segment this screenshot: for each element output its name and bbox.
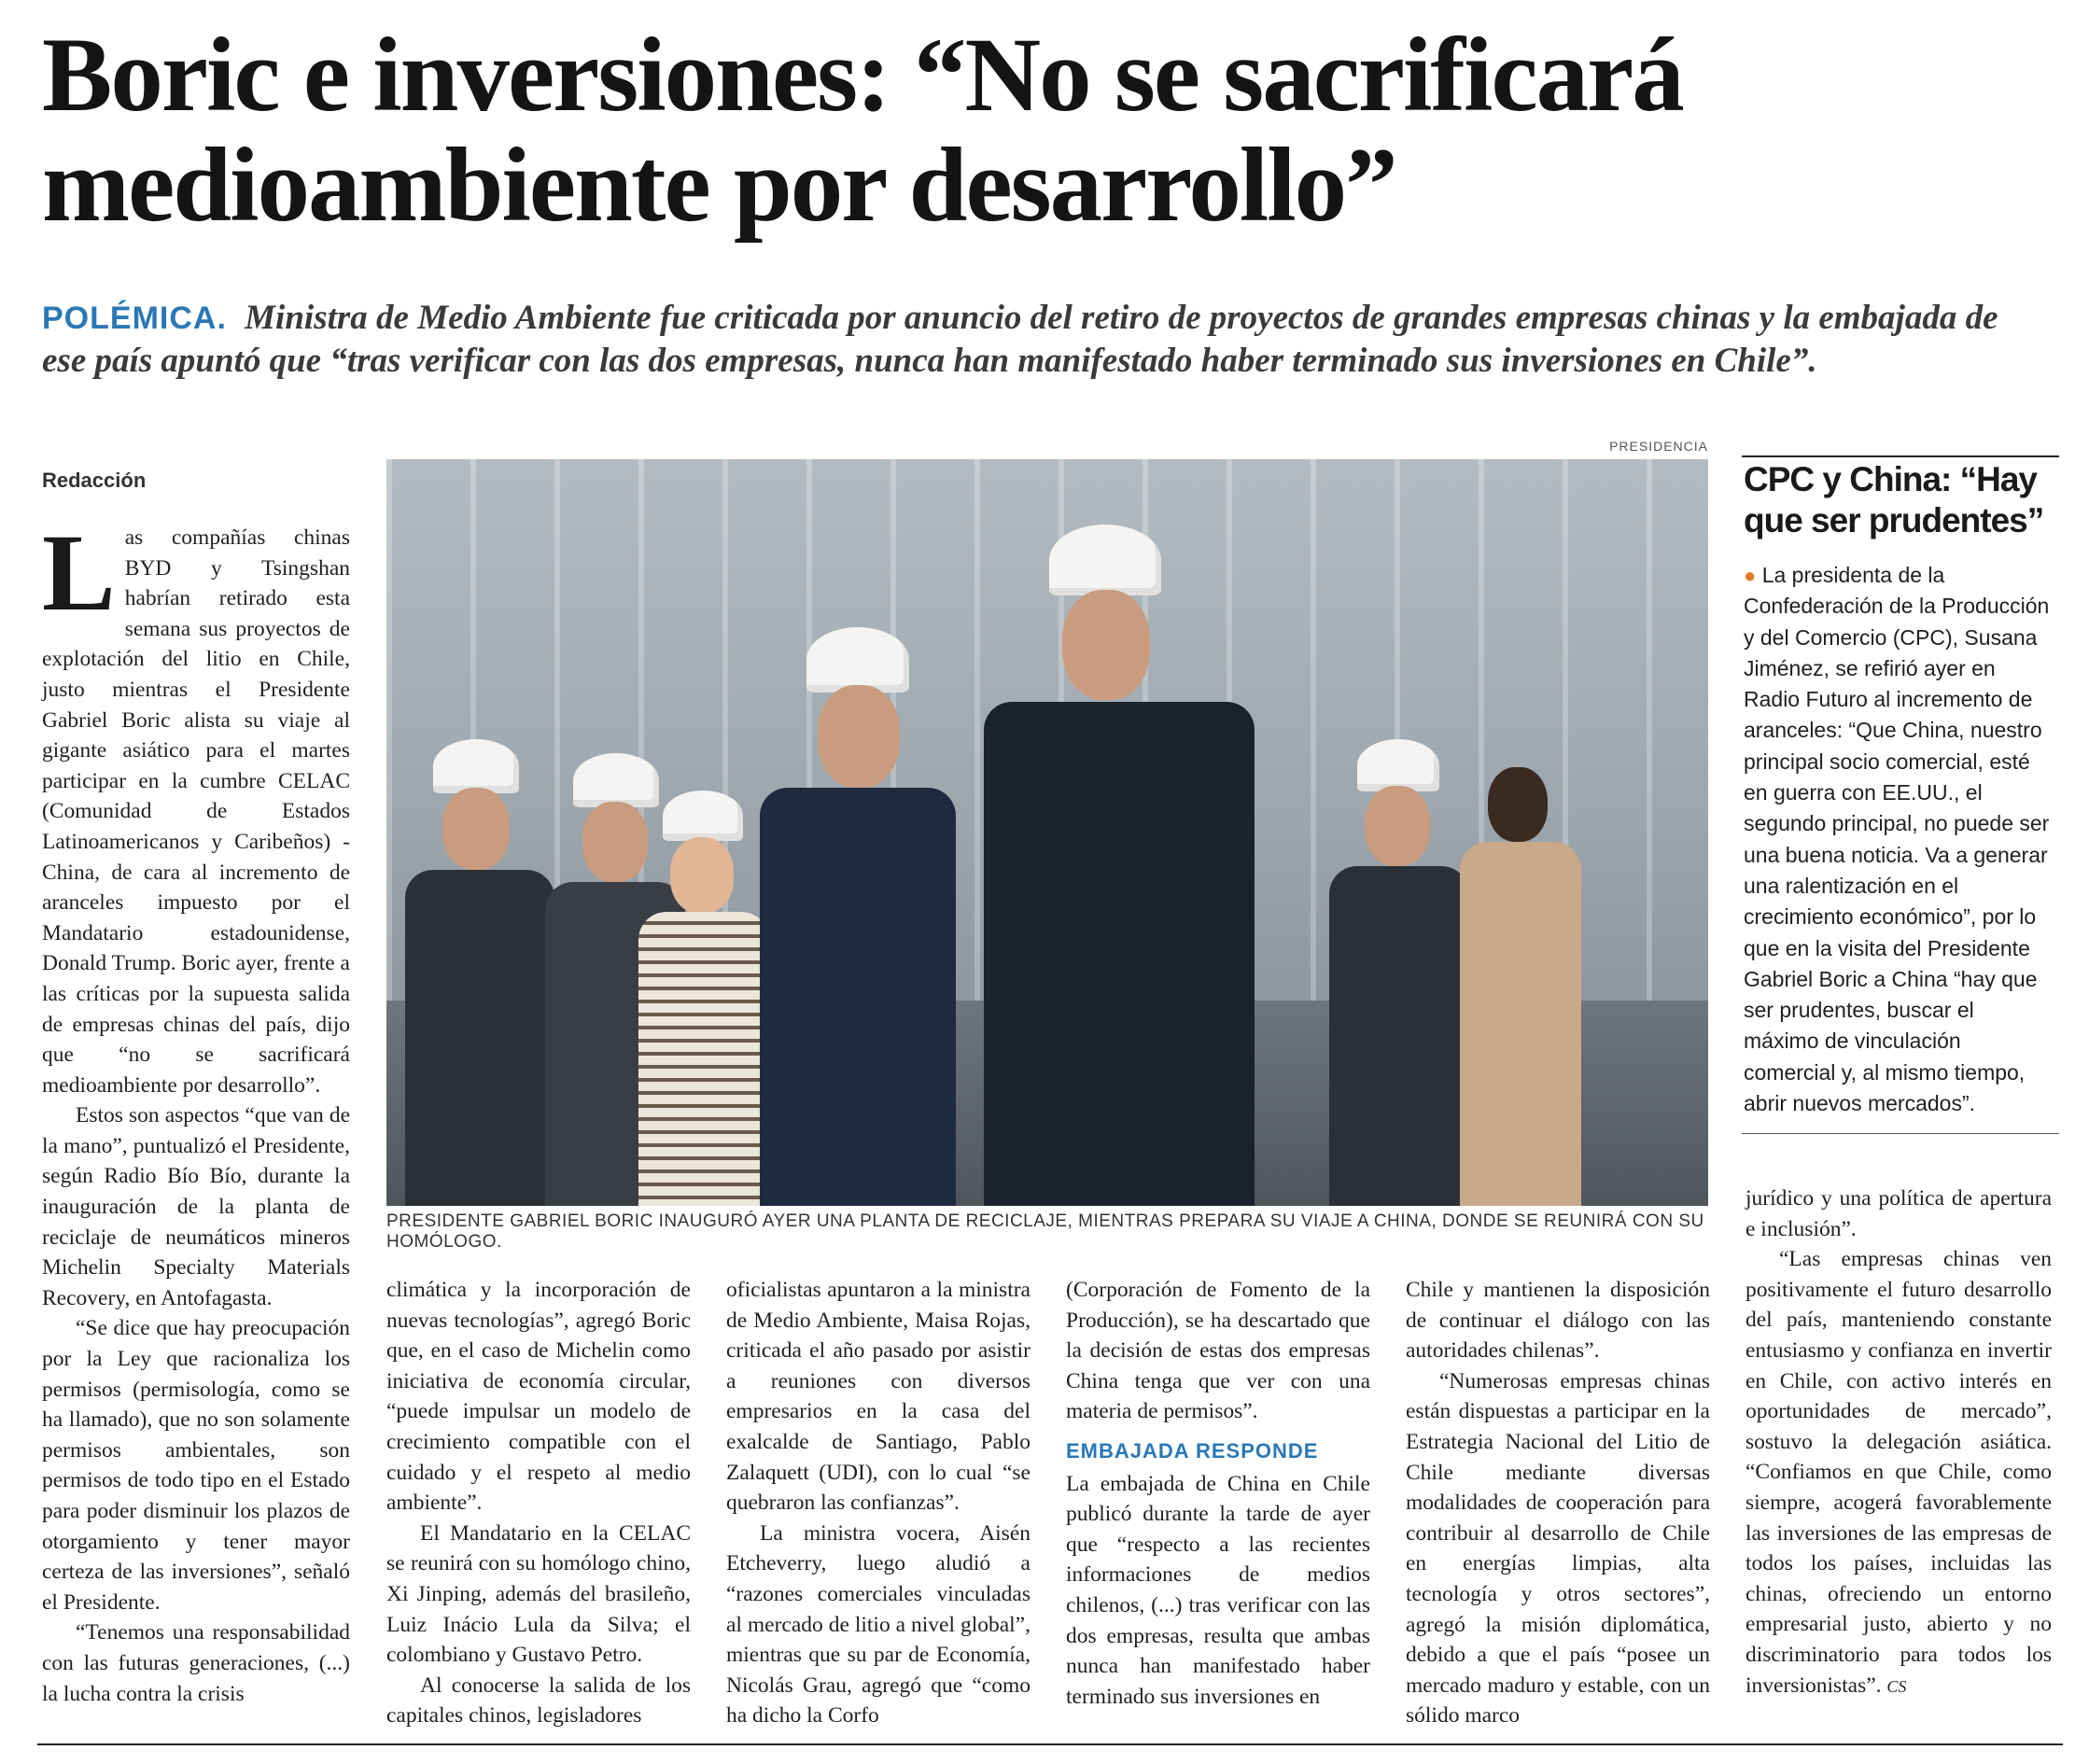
dek	[42, 297, 2049, 383]
bullet-icon: ●	[1744, 564, 1757, 587]
paragraph: Al conocerse la salida de los capitales chinos, legisladores	[386, 1673, 691, 1729]
sidebar-title: CPC y China: “Hay que ser prudentes”	[1744, 460, 2044, 539]
lead-paragraph	[42, 511, 350, 1100]
headline-line-1: Boric e inversiones: “No se sacrificará	[42, 17, 1683, 133]
paragraph: Estos son aspectos “que van de la mano”, puntualizó el Presidente, según Radio Bío Bío, durante la inauguración de la planta de reciclaje de neumáticos mineros Michelin Specialty Materials Recovery, en Antofagasta.	[42, 1103, 350, 1310]
paragraph: “Tenemos una responsabilidad con las futuras generaciones, (...) la lucha contra la crisis	[42, 1620, 350, 1706]
article-column-5	[1406, 1275, 1710, 1731]
paragraph: “Se dice que hay preocupación por la Ley que racionaliza los permisos (permisología, como se ha llamado), que no son solamente permisos ambientales, son permisos de todo tipo en el Estado para poder disminuir los plazos de otorgamiento y tener mayor certeza de las inversiones”, señaló el Presidente.	[42, 1316, 350, 1615]
byline: Redacción	[42, 469, 147, 492]
paragraph: El Mandatario en la CELAC se reunirá con su homólogo chino, Xi Jinping, además del brasileño, Luiz Inácio Lula da Silva; el colombiano y Gustavo Petro.	[386, 1520, 691, 1668]
article-column-6	[1746, 1183, 2052, 1701]
paragraph-text: as compañías chinas BYD y Tsingshan habrían retirado esta semana sus proyectos de explotación del litio en Chile, justo mientras el Presidente Gabriel Boric alista su viaje al gigante asiático para el martes participar en la cumbre CELAC (Comunidad de Estados Latinoamericanos y Caribeños) - China, de cara al incremento de aranceles impuesto por el Mandatario estadounidense, Donald Trump. Boric ayer, frente a las críticas por la supuesta salida de empresas chinas del país, dijo que “no se sacrificará medioambiente por desarrollo”.	[42, 525, 350, 1098]
paragraph: jurídico y una política de apertura e inclusión”.	[1746, 1186, 2052, 1241]
paragraph: (Corporación de Fomento de la Producción), se ha descartado que la decisión de estas dos empresas China tenga que ver con una materia de permisos”.	[1066, 1278, 1370, 1424]
headline	[42, 17, 2068, 244]
section-subhead: EMBAJADA RESPONDE	[1066, 1438, 1319, 1463]
article-column-3	[726, 1275, 1030, 1731]
article-column-2	[386, 1275, 691, 1731]
end-mark: CS	[1886, 1676, 1907, 1696]
article-column-1	[42, 511, 350, 1709]
paragraph: La embajada de China en Chile publicó durante la tarde de ayer que “respecto a las recientes informaciones de medios chilenos, (...) tras verificar con las dos empresas, resulta que ambas nunca han manifestado haber terminado sus inversiones en	[1066, 1471, 1370, 1709]
paragraph: La ministra vocera, Aisén Etcheverry, luego aludió a “razones comerciales vinculadas al mercado de litio a nivel global”, mientras que su par de Economía, Nicolás Grau, agregó que “como ha dicho la Corfo	[726, 1520, 1030, 1729]
paragraph: Chile y mantienen la disposición de continuar el diálogo con las autoridades chilenas”.	[1406, 1278, 1710, 1364]
sidebar-body	[1744, 560, 2052, 1119]
paragraph: climática y la incorporación de nuevas tecnologías”, agregó Boric que, en el caso de Michelin como iniciativa de economía circular, “puede impulsar un modelo de crecimiento compatible con el cuidado y el respeto al medio ambiente”.	[386, 1278, 691, 1516]
drop-cap: L	[42, 511, 116, 634]
article-photo	[386, 459, 1708, 1206]
dek-text: Ministra de Medio Ambiente fue criticada por anuncio del retiro de proyectos de grandes empresas chinas y la embajada de ese país apuntó que “tras verificar con las dos empresas, nunca han manifestado haber terminado sus inversiones en Chile”.	[42, 299, 1998, 380]
article-column-4	[1066, 1275, 1370, 1712]
paragraph: “Numerosas empresas chinas están dispuestas a participar en la Estrategia Nacional del Litio de Chile mediante diversas modalidades de cooperación para contribuir al desarrollo de Chile en energías limpias, alta tecnología y otros sectores”, agregó la misión diplomática, debido a que el país “posee un mercado maduro y estable, con un sólido marco	[1406, 1368, 1710, 1729]
photo-credit: PRESIDENCIA	[1609, 439, 1708, 454]
photo-caption: PRESIDENTE GABRIEL BORIC INAUGURÓ AYER UNA PLANTA DE RECICLAJE, MIENTRAS PREPARA SU VIAJE A CHINA, DONDE SE REUNIRÁ CON SU HOMÓLOGO.	[386, 1211, 1704, 1252]
headline-line-2: medioambiente por desarrollo”	[42, 127, 1396, 244]
paragraph-text: “Las empresas chinas ven positivamente el futuro desarrollo del país, manteniendo constante entusiasmo y confianza en invertir en Chile, con activo interés en oportunidades de mercado”, sostuvo la delegación asiática. “Confiamos en que Chile, como siempre, acogerá favorablemente las inversiones de las empresas de todos los países, incluidas las chinas, ofreciendo un entorno empresarial justo, abierto y no discriminatorio para todos los inversionistas”.	[1746, 1247, 2052, 1698]
sidebar-top-rule	[1742, 455, 2059, 457]
sidebar-text: La presidenta de la Confederación de la Producción y del Comercio (CPC), Susana Jiménez, se refirió ayer en Radio Futuro al incremento de aranceles: “Que China, nuestro principal socio comercial, esté en guerra con EE.UU., el segundo principal, no puede ser una buena noticia. Va a generar una ralentización en el crecimiento económico”, por lo que en la visita del Presidente Gabriel Boric a China “hay que ser prudentes, buscar el máximo de vinculación comercial y, al mismo tiempo, abrir nuevos mercados”.	[1744, 563, 2050, 1116]
bottom-rule	[37, 1743, 2063, 1745]
paragraph: oficialistas apuntaron a la ministra de Medio Ambiente, Maisa Rojas, criticada el año pasado por asistir a reuniones con diversos empresarios en la casa del exalcalde de Santiago, Pablo Zalaquett (UDI), con lo cual “se quebraron las confianzas”.	[726, 1278, 1030, 1516]
sidebar-bottom-rule	[1742, 1133, 2059, 1134]
dek-kicker: POLÉMICA.	[42, 301, 227, 336]
paragraph	[1746, 1244, 2052, 1701]
